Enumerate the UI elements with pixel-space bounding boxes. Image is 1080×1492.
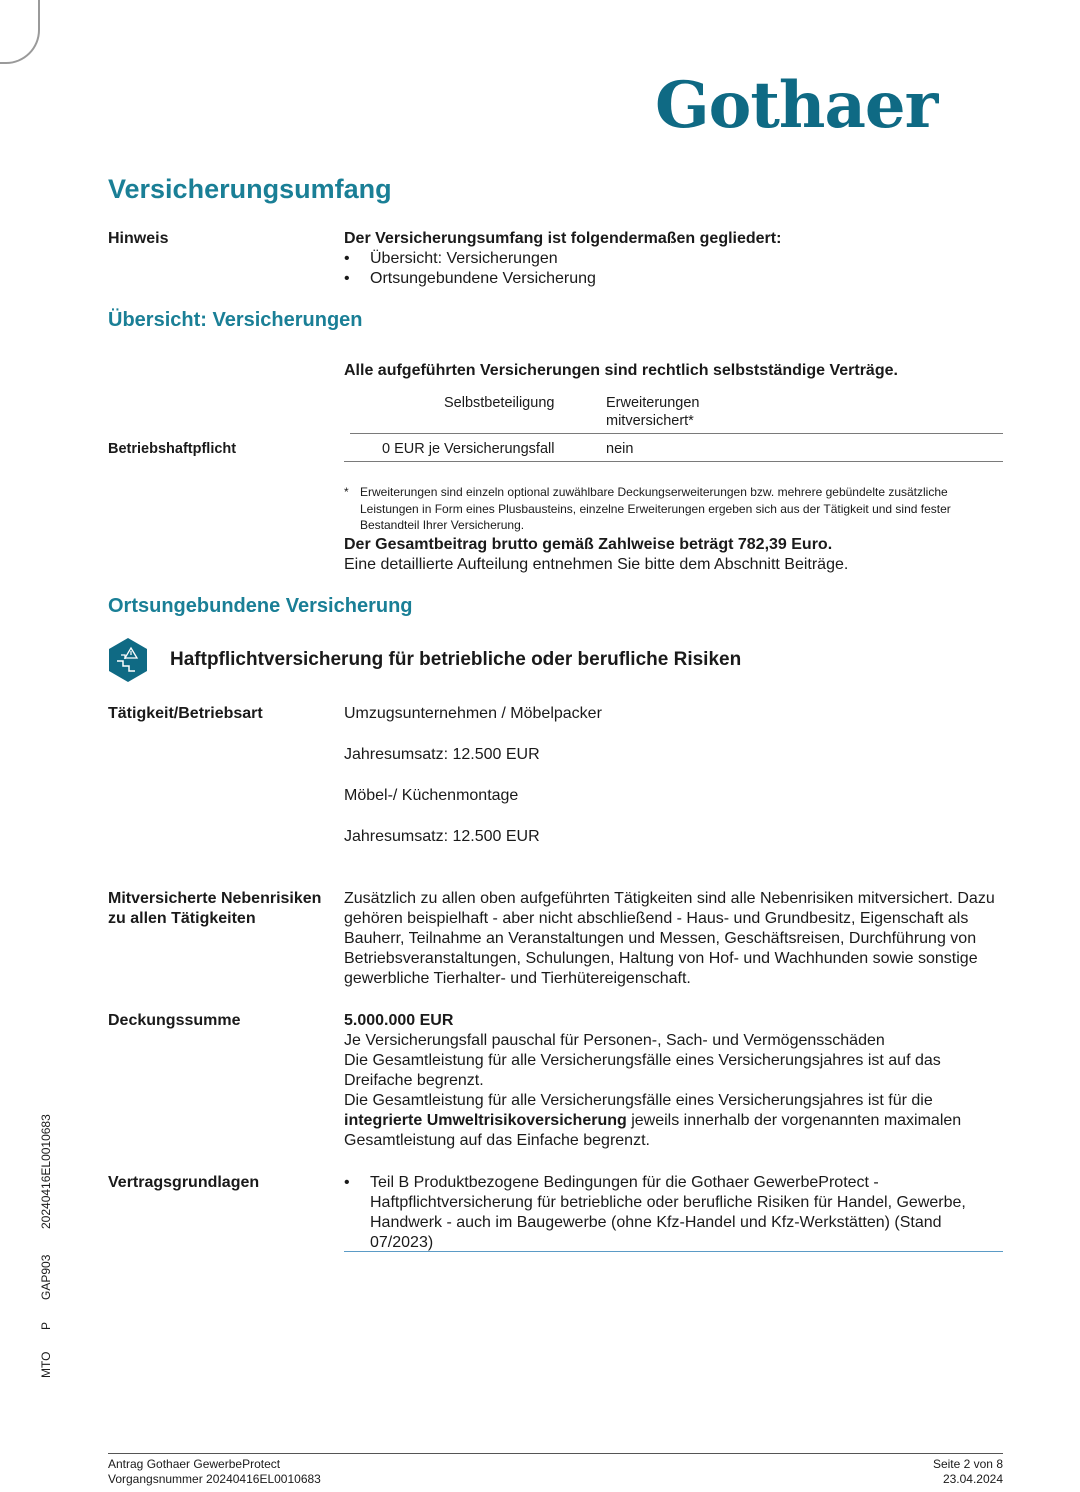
section-heading-uebersicht: Übersicht: Versicherungen <box>108 309 363 331</box>
hinweis-intro: Der Versicherungsumfang ist folgendermaßen gegliedert: <box>344 230 782 247</box>
hinweis-item: • Übersicht: Versicherungen <box>344 249 781 269</box>
taetigkeit-line: Möbel-/ Küchenmontage <box>344 787 519 804</box>
side-code: P <box>39 1321 53 1330</box>
nebenrisiken-text: Zusätzlich zu allen oben aufgeführten Tätigkeiten sind alle Nebenrisiken mitversichert. Dazu gehören beispielhaft - aber nicht abschließend - Haus- und Grundbesitz, Eigenschaft als Bauherr, Teilnahme an Veranstaltungen und Messen, Geschäftsreisen, Durchführung von Betriebsveranstaltungen, Schulungen, Haltung von Hof- und Wachhunden sowie sonstige gewerbliche Tierhalter- und Tierhütereigenschaft. <box>344 890 995 987</box>
side-code: GAP903 <box>39 1254 53 1300</box>
taetigkeit-label: Tätigkeit/Betriebsart <box>108 705 263 722</box>
table-cell-erweiterungen: nein <box>606 441 634 457</box>
footer-rule <box>108 1453 1003 1454</box>
table-cell-selbstbeteiligung: 0 EUR je Versicherungsfall <box>382 441 555 457</box>
taetigkeit-line: Jahresumsatz: 12.500 EUR <box>344 828 540 845</box>
footer-page-number: Seite 2 von 8 <box>932 1457 1003 1471</box>
footnote-text: Erweiterungen sind einzeln optional zuwählbare Deckungserweiterungen bzw. mehrere gebündelte zusätzliche Leistungen in Form eines Plusbausteins, einzelne Erweiterungen ergeben sich aus der Tätigkeit und sind fester Bestandteil Ihrer Versicherung. <box>360 485 951 532</box>
deckungssumme-line-bold: integrierte Umweltrisikoversicherung <box>344 1112 627 1129</box>
hinweis-label: Hinweis <box>108 230 169 247</box>
taetigkeit-line: Jahresumsatz: 12.500 EUR <box>344 746 540 763</box>
column-header-selbstbeteiligung: Selbstbeteiligung <box>444 395 555 411</box>
page-title: Versicherungsumfang <box>108 174 392 204</box>
section-end-rule <box>344 1251 1003 1252</box>
side-code: 20240416EL0010683 <box>39 1114 53 1229</box>
table-row-name: Betriebshaftpflicht <box>108 441 237 457</box>
table-bottom-rule <box>344 461 1003 462</box>
deckungssumme-line: Die Gesamtleistung für alle Versicherungsfälle eines Versicherungsjahres ist auf das Dreifache begrenzt. <box>344 1052 941 1089</box>
nebenrisiken-label <box>108 889 321 929</box>
gothaer-logo: Gothaer <box>655 68 938 143</box>
deckungssumme-line <box>344 1091 1004 1151</box>
deckungssumme-amount: 5.000.000 EUR <box>344 1012 454 1029</box>
product-title: Haftpflichtversicherung für betriebliche oder berufliche Risiken <box>170 649 742 670</box>
total-premium-note: Eine detaillierte Aufteilung entnehmen Sie bitte dem Abschnitt Beiträge. <box>344 556 849 573</box>
hinweis-content <box>344 229 781 289</box>
vertragsgrundlagen-label: Vertragsgrundlagen <box>108 1174 260 1191</box>
deckungssumme-label: Deckungssumme <box>108 1012 241 1029</box>
vertragsgrundlagen-item: • Teil B Produktbezogene Bedingungen für die Gothaer GewerbeProtect - Haftpflichtversicherung für betriebliche oder berufliche Risiken für Handel, Gewerbe, Handwerk - auch im Baugewerbe (ohne Kfz-Handel und Kfz-Werkstätten) (Stand 07/2023) <box>344 1173 1004 1253</box>
taetigkeit-line: Umzugsunternehmen / Möbelpacker <box>344 705 602 722</box>
footer-right <box>933 1457 1003 1487</box>
hinweis-item: • Ortsungebundene Versicherung <box>344 269 781 289</box>
deckungssumme-line: Je Versicherungsfall pauschal für Personen-, Sach- und Vermögensschäden <box>344 1032 885 1049</box>
uebersicht-note: Alle aufgeführten Versicherungen sind rechtlich selbstständige Verträge. <box>344 362 898 379</box>
footer-date: 23.04.2024 <box>942 1472 1003 1486</box>
footnote-mark: * <box>344 485 349 499</box>
vertragsgrundlagen-list <box>344 1173 1004 1253</box>
deckungssumme-content <box>344 1011 1004 1151</box>
footer-product: Antrag Gothaer GewerbeProtect <box>108 1457 281 1471</box>
section-heading-ortsungebunden: Ortsungebundene Versicherung <box>108 595 413 617</box>
table-header-rule <box>350 433 1003 434</box>
side-code: MTO <box>39 1351 53 1378</box>
deckungssumme-line-post: jeweils innerhalb der vorgenannten maximalen Gesamtleistung auf das Einfache begrenzt. <box>344 1112 962 1149</box>
liability-hexagon-icon <box>108 637 148 683</box>
footer-vorgangsnummer: Vorgangsnummer 20240416EL0010683 <box>108 1472 321 1486</box>
nebenrisiken-label-line: zu allen Tätigkeiten <box>108 910 256 927</box>
nebenrisiken-label-line: Mitversicherte Nebenrisiken <box>108 890 322 907</box>
deckungssumme-line-pre: Die Gesamtleistung für alle Versicherungsfälle eines Versicherungsjahres ist für die <box>344 1092 933 1109</box>
footer-left <box>108 1457 321 1487</box>
column-header-erweiterungen: Erweiterungen mitversichert* <box>606 395 700 429</box>
total-premium: Der Gesamtbeitrag brutto gemäß Zahlweise beträgt 782,39 Euro. <box>344 536 833 553</box>
page-corner-decoration <box>0 0 40 64</box>
